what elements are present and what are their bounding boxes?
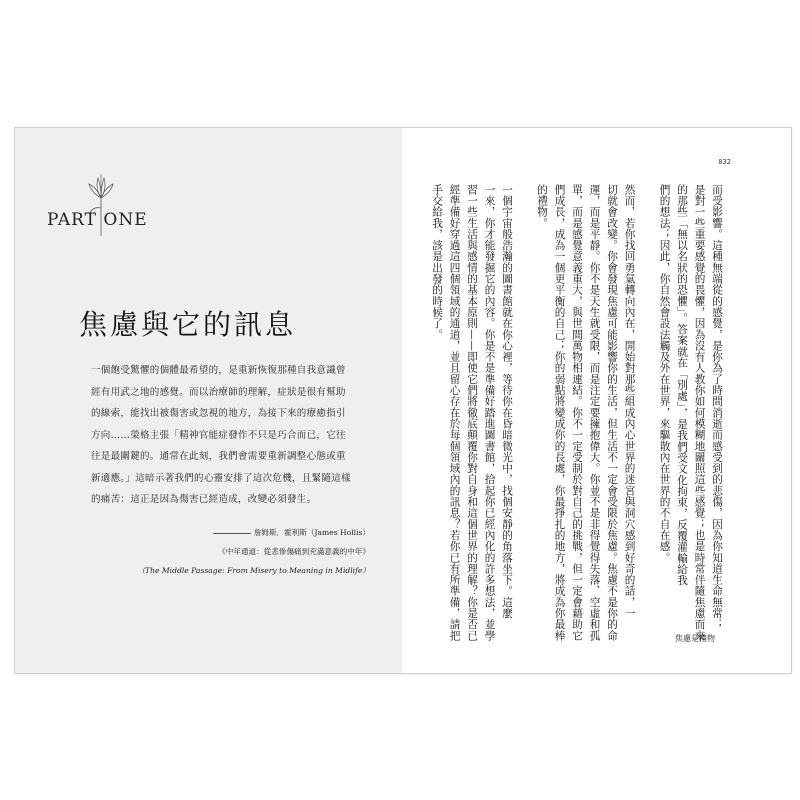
text-column — [518, 184, 531, 644]
text-column: 一來，你才能發掘它的內容。你是不是準備好踏進圖書館，拾起你已經內化的許多想法，並學 — [483, 184, 496, 642]
text-column: 運，而是平靜。你不是天生就受限，而是注定要擁抱偉大。你並不是非得覺得失落、空虛和孤 — [588, 184, 601, 642]
attribution-dash — [213, 533, 251, 534]
attribution-author: 詹姆斯．霍利斯（James Hollis） — [253, 528, 370, 537]
text-column: 而受影響。這種無端從的感覺，是你為了時間消逝而感受到的悲傷，因為你知道生命無常； — [711, 184, 723, 630]
text-column: 是對一些重要感覺的畏懼，因為沒有人教你如何模糊地關照這些感覺；也是時常伴隨焦慮而來 — [693, 184, 706, 642]
page-number: 032 — [718, 158, 731, 166]
part-label: PART ONE — [47, 210, 148, 230]
epigraph-paragraph: 一個飽受驚懼的個體最希望的，是重新恢復那種自我意識曾經有用武之地的感覺。而以治療師的理解，症狀是很有幫助的線索，能找出被傷害或忽視的地方，為接下來的療癒指引方向……榮格主張「精神官能症發作不只是巧合而已，它往往是最關鍵的。通常在此刻，我們會需要重新調整心態或重新適應。」這暗示著我們的心靈安排了這次危機，且緊隨這樣的痛苦：這正是因為傷害已經造成，改變必須發生。 — [91, 365, 351, 505]
text-column: 手交給我，該是出發的時候了。 — [431, 184, 443, 341]
epigraph-attribution — [137, 523, 370, 580]
text-column: 的禮物。 — [536, 184, 548, 229]
text-column: 切就會改變。你會發現焦慮可能影響你的生活，但生活不一定會受限於焦慮。焦慮不是你的命 — [606, 184, 618, 642]
running-footer: 焦慮是禮物 — [675, 634, 715, 643]
attribution-book-en: （The Middle Passage: From Misery to Meaning in Midlife） — [137, 566, 370, 575]
right-page — [402, 128, 791, 673]
text-column: 習一些生活與感情的基本原則——即使它們將徹底顛覆你對自身和這個世界的理解？你是否已 — [466, 184, 478, 642]
text-column: 單，而是感覺意義重大，與世間萬物相連結。你不一定受制於對自己的挑戰，但一定會藉助它 — [571, 184, 583, 642]
text-column — [640, 184, 653, 644]
text-column: 的那些「無以名狀的恐懼」。答案就在「別處」，是我們受文化拘束，反覆灌輸給我 — [676, 184, 688, 586]
text-column: 經準備好穿過這四個領域的通道，並且留心存在於每個領域內的訊息？若你已有所準備，請把 — [448, 184, 461, 642]
attribution-book-zh: 《中年通道：從悲慘傷痛到充滿意義的中年》 — [218, 547, 370, 556]
chapter-title: 焦慮與它的訊息 — [79, 308, 297, 341]
body-text-columns — [430, 184, 723, 644]
text-column: 們的想法；因此，你自然會設法觸及外在世界，來驅散內在世界的不自在感。 — [658, 184, 671, 564]
text-column: 們成長，成為一個更平衡的自己；你的弱點將變成你的長處，你最掙扎的地方，將成為你最棒 — [553, 184, 566, 642]
left-page — [15, 128, 402, 673]
text-column: 然而，若你找回勇氣轉向內在，開始對那些組成內心世界的迷宮與洞穴感到好奇的話，一 — [623, 184, 636, 619]
book-spread — [14, 127, 792, 674]
text-column: 一個宇宙般浩瀚的圖書館就在你心裡，等待你在昏暗微光中，找個安靜的角落坐下。這麼 — [501, 184, 513, 619]
